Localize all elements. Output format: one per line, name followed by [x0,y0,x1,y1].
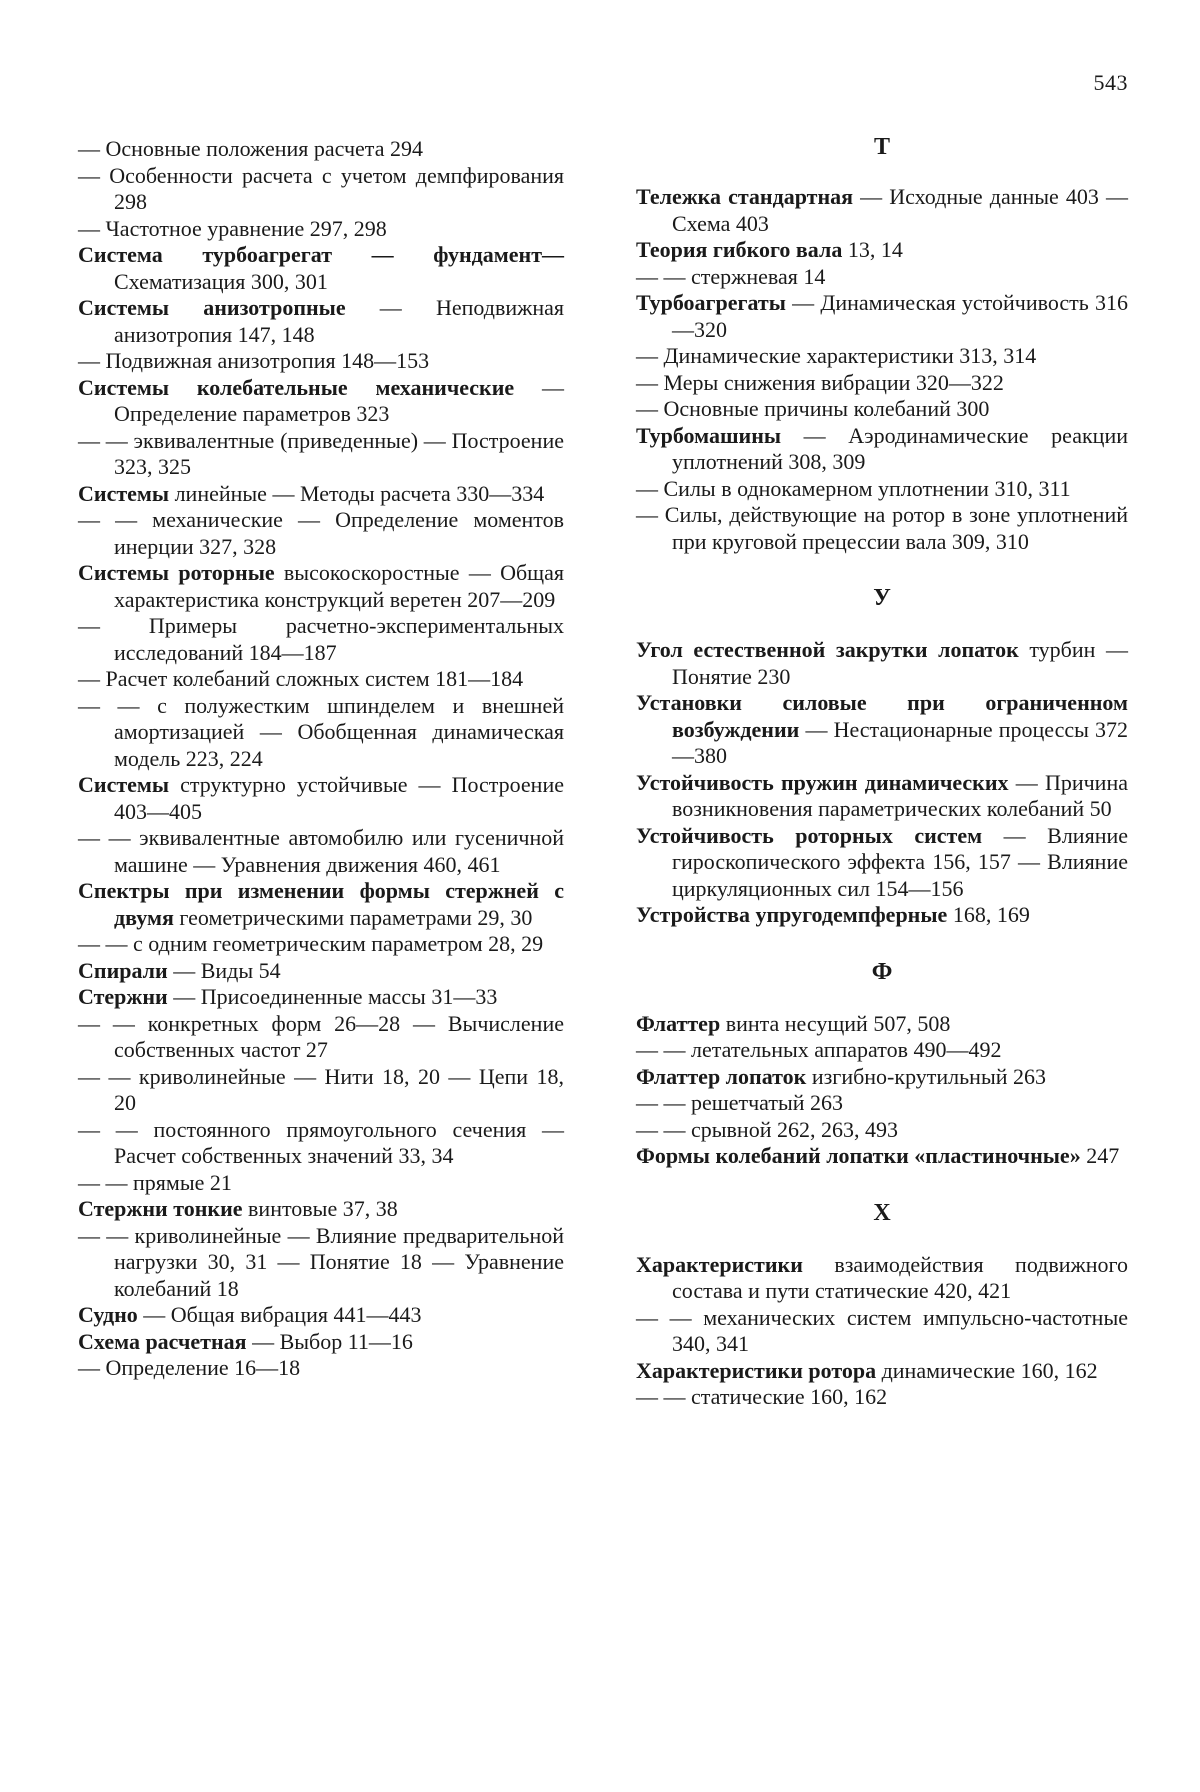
index-entry [78,1196,564,1223]
index-entry [78,958,564,985]
entry-heading: Тележка стандартная [636,184,854,209]
index-entry [78,825,564,878]
section-letter: Т [873,134,890,160]
index-entry [78,295,564,348]
entry-heading: Теория гибкого вала [636,237,843,262]
entry-heading: Установки силовые при ограниченном возбуждении [636,690,1128,742]
entry-heading: Турбомашины [636,422,782,448]
index-entry [78,1223,564,1303]
entry-text: 13, 14 [842,237,903,262]
index-entry [78,348,564,375]
entry-heading: Стержни тонкие [78,1196,243,1221]
index-entry [636,1011,1128,1038]
entry-text: — Особенности расчета с учетом демпфирования 298 [78,162,564,214]
entry-heading: Система турбоагрегат — фундамент— [78,242,564,267]
entry-heading: Стержни [78,984,168,1009]
section-letter: Ф [871,958,893,985]
entry-text: — Основные положения расчета 294 [78,136,423,161]
index-entry [78,693,564,773]
entry-text: винтовые 37, 38 [242,1196,398,1221]
index-entry [78,428,564,481]
entry-text: — — эквивалентные (приведенные) — Построение 323, 325 [78,427,564,479]
entry-heading: Спирали [78,957,168,983]
entry-text: геометрическими параметрами 29, 30 [173,904,533,930]
index-entry [636,637,1128,690]
entry-text: винта несущий 507, 508 [720,1010,951,1036]
entry-text: — Виды 54 [167,957,281,983]
entry-text: — Динамические характеристики 313, 314 [636,343,1037,368]
section-letter: Х [873,1199,891,1226]
index-entry [78,613,564,666]
index-entry [636,370,1128,397]
entry-text: — — эквивалентные автомобилю или гусеничной машине — Уравнения движения 460, 461 [78,825,564,877]
entry-text: — Подвижная анизотропия 148—153 [78,348,430,373]
entry-text: — Основные причины колебаний 300 [636,396,990,421]
entry-text: — Силы, действующие на ротор в зоне уплотнений при круговой прецессии вала 309, 310 [636,502,1128,554]
entry-text: — Влияние гироскопического эффекта 156, 157 — Влияние циркуляционных сил 154—156 [672,822,1129,901]
entry-text: — — постоянного прямоугольного сечения — Расчет собственных значений 33, 34 [78,1116,564,1168]
entry-heading: Флаттер [636,1010,721,1036]
entry-text: — Силы в однокамерном уплотнении 310, 311 [636,475,1071,501]
entry-text: — — механических систем импульсно-частотные 340, 341 [636,1304,1128,1356]
entry-text: турбин — Понятие 230 [672,637,1128,689]
entry-text: — — криволинейные — Влияние предварительной нагрузки 30, 31 — Понятие 18 — Уравнение колебаний 18 [78,1222,564,1301]
index-entry [78,1355,564,1382]
index-entry [636,1117,1128,1144]
index-entry [78,1064,564,1117]
entry-text: высокоскоростные — Общая характеристика конструкций веретен 207—209 [114,560,564,612]
page-number: 543 [1093,70,1128,95]
entry-text: — — с одним геометрическим параметром 28, 29 [78,931,544,956]
index-column-left [78,136,564,1382]
index-entry [636,502,1128,555]
entry-heading: Спектры при изменении формы стержней с двумя [78,878,564,930]
entry-text: — — летательных аппаратов 490—492 [636,1037,1002,1062]
index-entry [78,1170,564,1197]
index-entry [636,184,1128,237]
entry-heading: Системы анизотропные [78,295,346,320]
index-entry [636,237,1128,264]
entry-heading: Системы роторные [78,560,275,585]
index-entry [636,290,1128,343]
entry-text: структурно устойчивые — Построение 403—405 [114,772,564,824]
entry-text: — Присоединенные массы 31—33 [167,984,498,1009]
index-entry [636,1305,1128,1358]
entry-text: — Нестационарные процессы 372—380 [672,716,1128,768]
index-entry [78,560,564,613]
index-entry [636,823,1128,903]
index-entry [636,343,1128,370]
entry-text: — Динамическая устойчивость 316—320 [672,290,1128,342]
index-entry [78,984,564,1011]
index-entry [78,1011,564,1064]
index-entry [636,1384,1128,1411]
entry-text: — Расчет колебаний сложных систем 181—184 [78,666,524,691]
index-entry [636,423,1128,476]
entry-heading: Устойчивость роторных систем [636,822,983,848]
index-entry [78,375,564,428]
index-column-right [636,134,1128,1411]
entry-text: — — механические — Определение моментов инерции 327, 328 [78,507,564,559]
entry-text: — — конкретных форм 26—28 — Вычисление собственных частот 27 [78,1010,564,1062]
entry-text: — Причина возникновения параметрических колебаний 50 [672,769,1128,821]
index-entry [636,476,1128,503]
index-entry [636,1090,1128,1117]
entry-heading: Турбоагрегаты [636,290,786,315]
index-entry [636,1143,1128,1170]
index-entry [78,1302,564,1329]
entry-text: 247 [1080,1143,1120,1168]
entry-text: — — криволинейные — Нити 18, 20 — Цепи 18, 20 [78,1063,564,1115]
index-entry [78,136,564,163]
entry-text: — Общая вибрация 441—443 [137,1302,422,1327]
entry-text: — Меры снижения вибрации 320—322 [636,369,1004,395]
index-entry [636,1037,1128,1064]
index-entry [78,242,564,295]
entry-text: — Аэродинамические реакции уплотнений 308, 309 [672,422,1128,474]
index-entry [636,902,1128,929]
index-entry [78,1329,564,1356]
entry-text: — — решетчатый 263 [636,1090,844,1115]
index-entry [78,878,564,931]
index-entry [636,770,1128,823]
index-entry [636,690,1128,770]
entry-text: динамические 160, 162 [876,1357,1098,1383]
entry-text: — — прямые 21 [78,1169,232,1195]
entry-heading: Характеристики ротора [636,1357,877,1383]
entry-heading: Системы [78,772,170,797]
index-entry [78,481,564,508]
entry-text: изгибно-крутильный 263 [806,1063,1047,1089]
entry-text: 168, 169 [947,902,1030,927]
entry-heading: Судно [78,1302,138,1327]
entry-heading: Устойчивость пружин динамических [636,769,1009,795]
index-entry [78,507,564,560]
entry-heading: Угол естественной закрутки лопаток [636,637,1019,662]
entry-text: — Определение параметров 323 [114,374,564,426]
entry-text: — Выбор 11—16 [246,1328,413,1354]
index-entry [636,1064,1128,1091]
entry-heading: Системы колебательные механические [78,374,515,400]
index-entry [78,772,564,825]
entry-text: линейные — Методы расчета 330—334 [169,480,545,506]
index-entry [78,1117,564,1170]
index-entry [636,396,1128,423]
section-letter: У [873,585,891,611]
index-entry [78,216,564,243]
entry-text: — — стержневая 14 [636,263,826,289]
entry-text: — Примеры расчетно-экспериментальных исследований 184—187 [78,613,564,665]
entry-heading: Характеристики [636,1251,803,1277]
index-entry [636,1252,1128,1305]
entry-text: — — срывной 262, 263, 493 [636,1116,898,1142]
entry-text: — — с полужестким шпинделем и внешней амортизацией — Обобщенная динамическая модель 223, 224 [78,692,564,771]
index-entry [636,1358,1128,1385]
entry-heading: Схема расчетная [78,1328,247,1354]
index-entry [78,666,564,693]
entry-text: — Исходные данные 403 — Схема 403 [672,184,1128,236]
entry-heading: Устройства упругодемпферные [636,902,948,927]
entry-heading: Системы [78,480,170,506]
index-entry [636,264,1128,291]
entry-text: взаимодействия подвижного состава и пути статические 420, 421 [672,1251,1128,1303]
entry-text: Схематизация 300, 301 [114,268,328,294]
entry-text: — Определение 16—18 [78,1355,301,1380]
entry-text: — Частотное уравнение 297, 298 [78,215,387,241]
index-entry [78,931,564,958]
entry-text: — Неподвижная анизотропия 147, 148 [114,295,564,347]
entry-heading: Формы колебаний лопатки «пластиночные» [636,1143,1081,1168]
index-entry [78,163,564,216]
entry-heading: Флаттер лопаток [636,1063,807,1089]
entry-text: — — статические 160, 162 [636,1384,888,1409]
